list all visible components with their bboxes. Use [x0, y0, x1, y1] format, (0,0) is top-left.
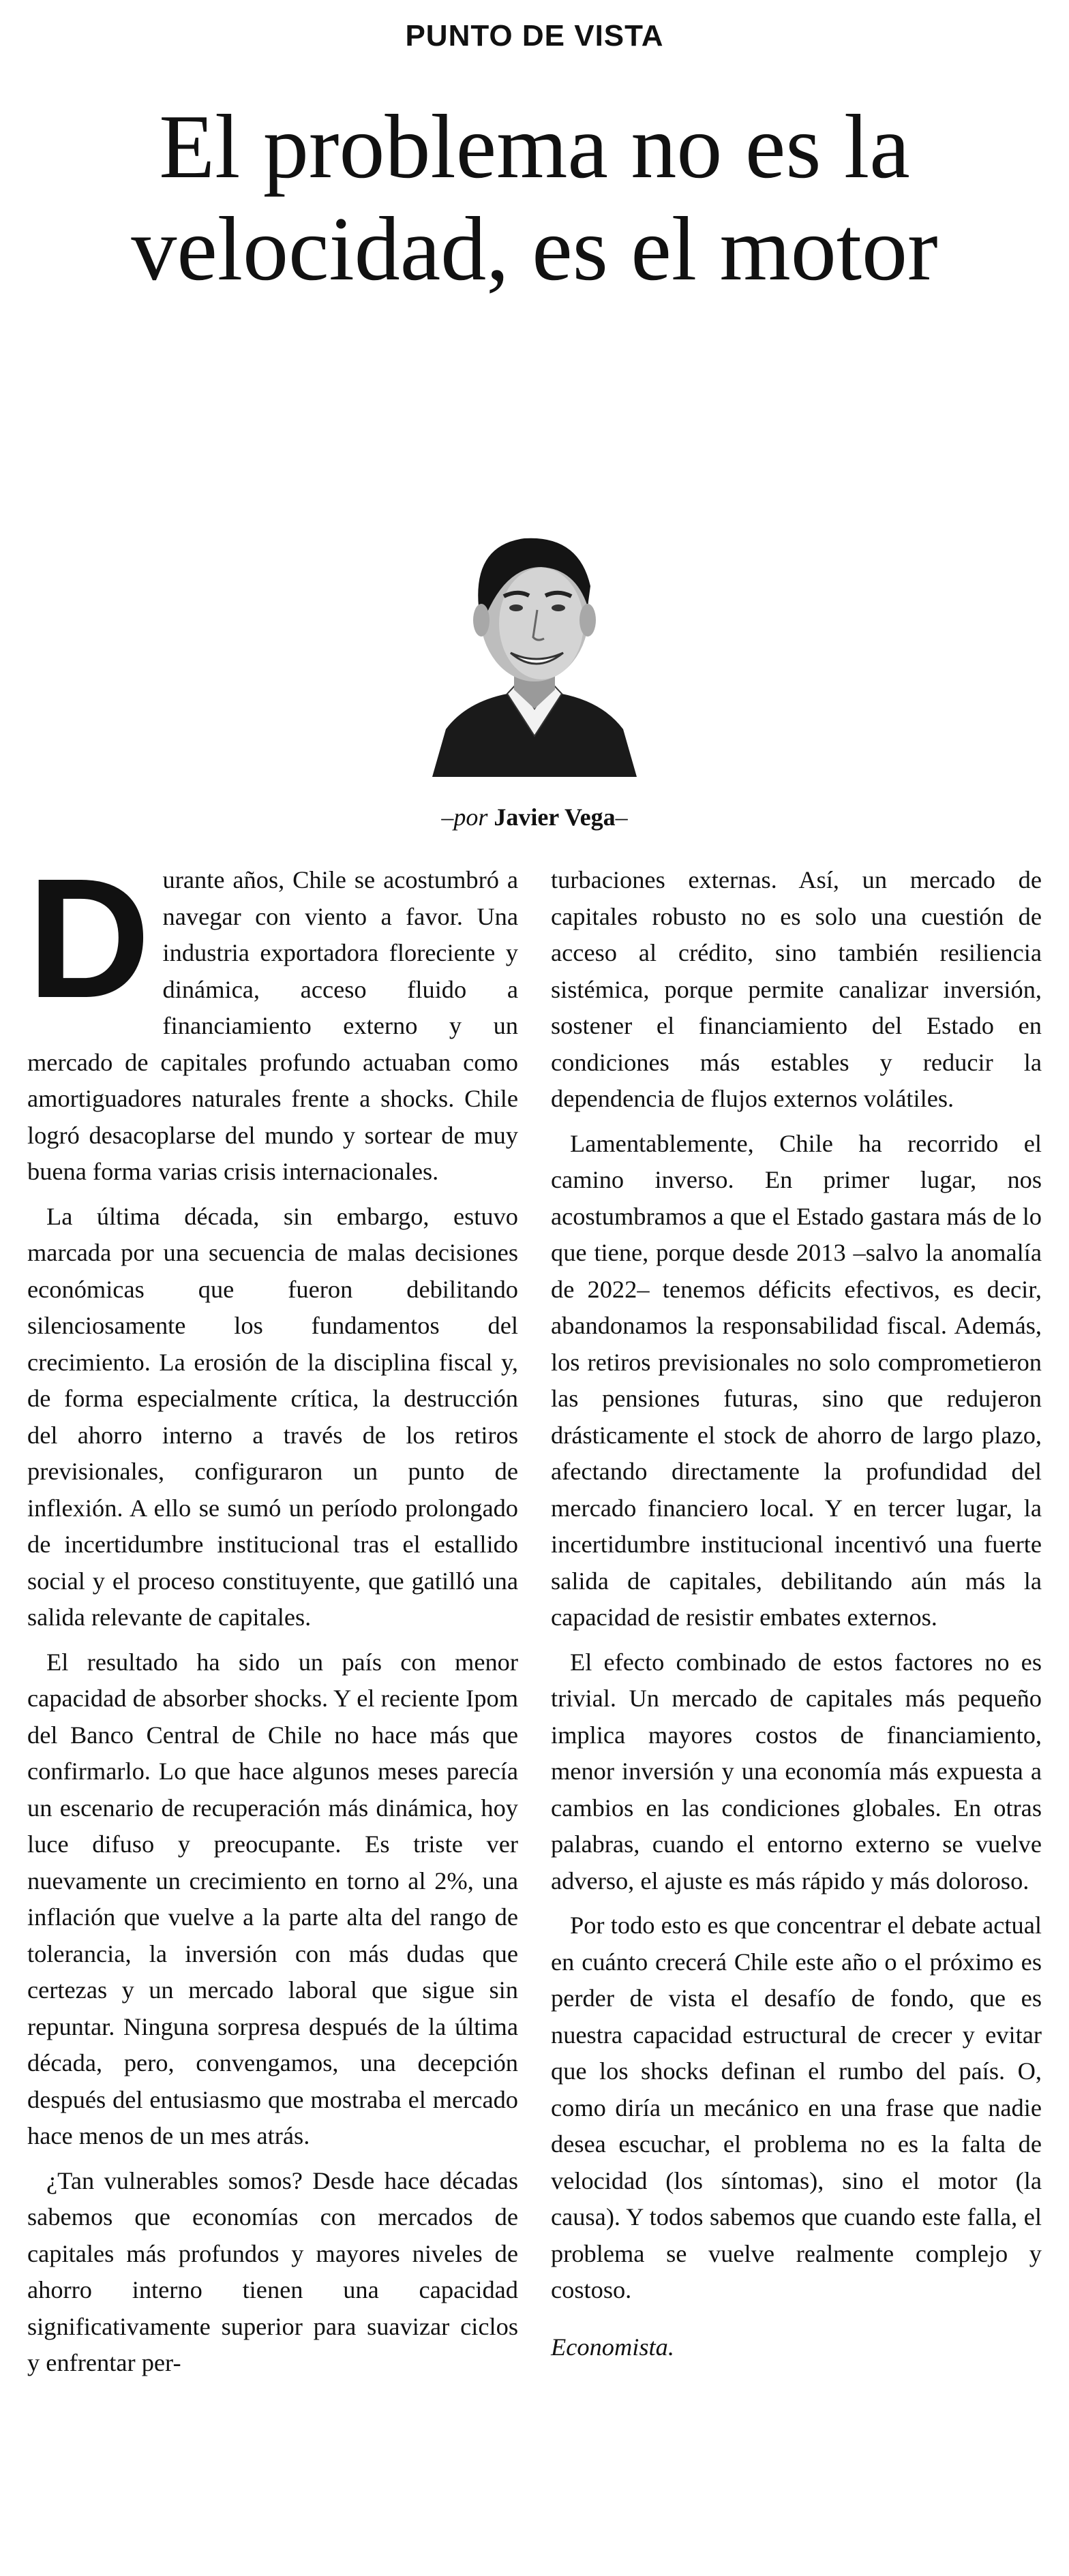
paragraph-6: El efecto combinado de estos factores no es trivial. Un mercado de capitales más pequeño implica mayores costos de financiamiento, menor inversión y una economía más expuesta a cambios en las condiciones globales. En otras palabras, cuando el entorno externo se vuelve adverso, el ajuste es más rápido y más doloroso.: [551, 1648, 1042, 1895]
author-signature: Economista.: [551, 2333, 674, 2361]
byline-author: Javier Vega: [494, 803, 616, 831]
paragraph-1-text: urante años, Chile se acostumbró a navegar con viento a favor. Una industria exportadora floreciente y dinámica, acceso fluido a financiamiento externo y un mercado de capitales profundo actuaban como amortiguadores naturales frente a shocks. Chile logró desacoplarse del mundo y sortear de muy buena forma varias crisis internacionales.: [27, 866, 518, 1185]
article-column-left: [27, 843, 518, 2390]
author-portrait: [405, 504, 664, 777]
article-column-right: [551, 862, 1042, 2374]
paragraph-7: Por todo esto es que concentrar el debate actual en cuánto crecerá Chile este año o el próximo es perder de vista el desafío de fondo, que es nuestra capacidad estructural de crecer y evitar que los shocks definan el rumbo del país. O, como diría un mecánico en una frase que nadie desea escuchar, el problema no es la falta de velocidad (los síntomas), sino el motor (la causa). Y todos sabemos que cuando este falla, el problema se vuelve realmente complejo y costoso.: [551, 1912, 1042, 2303]
paragraph-4: ¿Tan vulnerables somos? Desde hace décadas sabemos que economías con mercados de capitales más profundos y mayores niveles de ahorro interno tienen una capacidad significativamente superior para suavizar ciclos y enfrentar per-: [27, 2166, 518, 2376]
paragraph-1: [27, 843, 518, 1191]
byline-prefix: –por: [441, 803, 488, 831]
section-label: PUNTO DE VISTA: [405, 19, 664, 52]
paragraph-2: La última década, sin embargo, estuvo marcada por una secuencia de malas decisiones económicas que fueron debilitando silenciosamente los fundamentos del crecimiento. La erosión de la disciplina fiscal y, de forma especialmente crítica, la destrucción del ahorro interno a través de los retiros previsionales, configuraron un punto de inflexión. A ello se sumó un período prolongado de incertidumbre institucional tras el estallido social y el proceso constituyente, que gatilló una salida relevante de capitales.: [27, 1202, 518, 1631]
paragraph-3: El resultado ha sido un país con menor capacidad de absorber shocks. Y el reciente Ipom del Banco Central de Chile no hace más que confirmarlo. Lo que hace algunos meses parecía un escenario de recuperación más dinámica, hoy luce difuso y preocupante. Es triste ver nuevamente un crecimiento en torno al 2%, una inflación que vuelve a la parte alta del rango de tolerancia, la inversión con más dudas que certezas y un mercado laboral que sigue sin repuntar. Ninguna sorpresa después de la última década, pero, convengamos, una decepción después del entusiasmo que mostraba el mercado hace menos de un mes atrás.: [27, 1648, 518, 2149]
byline: [0, 803, 1069, 831]
headline: El problema no es la velocidad, es el motor: [131, 96, 938, 299]
drop-cap: D: [27, 843, 151, 1033]
paragraph-4-continued: turbaciones externas. Así, un mercado de capitales robusto no es solo una cuestión de acceso al crédito, sino también resiliencia sistémica, porque permite canalizar inversión, sostener el financiamiento del Estado en condiciones más estables y reducir la dependencia de flujos externos volátiles.: [551, 866, 1042, 1112]
paragraph-5: Lamentablemente, Chile ha recorrido el camino inverso. En primer lugar, nos acostumbramos a que el Estado gastara más de lo que tiene, porque desde 2013 –salvo la anomalía de 2022– tenemos déficits efectivos, es decir, abandonamos la responsabilidad fiscal. Además, los retiros previsionales no solo comprometieron las pensiones futuras, sino que redujeron drásticamente el stock de ahorro de largo plazo, afectando directamente la profundidad del mercado financiero local. Y en tercer lugar, la incertidumbre institucional incentivó una fuerte salida de capitales, debilitando aún más la capacidad de resistir embates externos.: [551, 1129, 1042, 1631]
byline-suffix: –: [615, 803, 628, 831]
